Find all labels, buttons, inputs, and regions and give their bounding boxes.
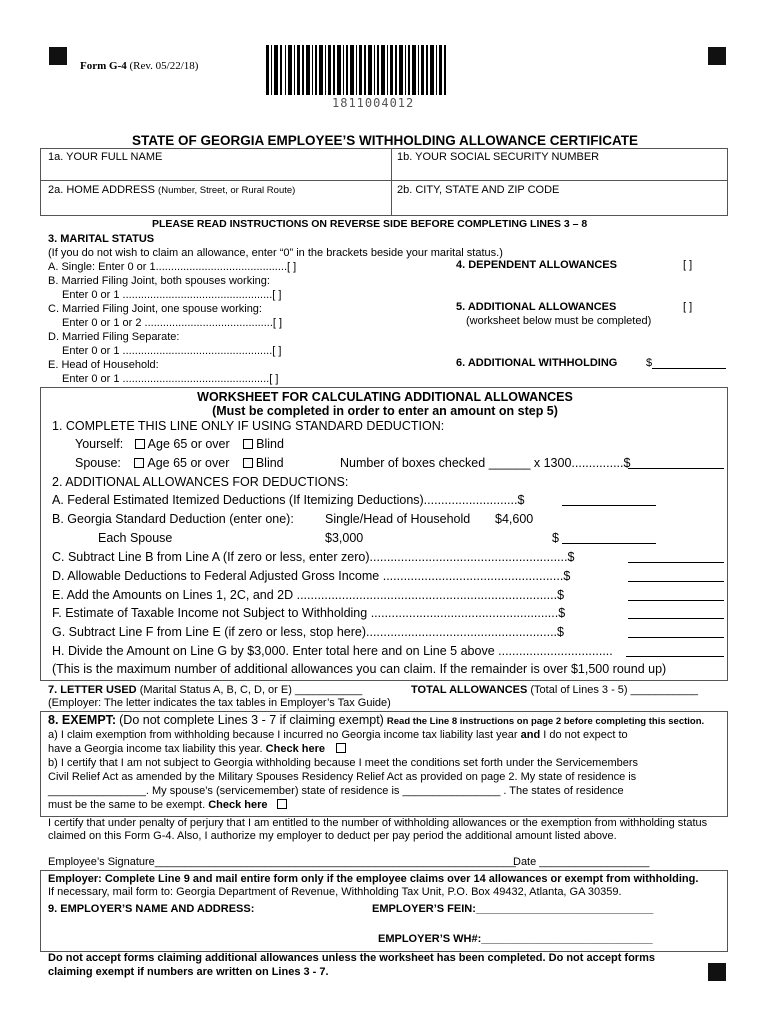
worksheet-line-f: F. Estimate of Taxable Income not Subject to Withholding ......................................................$ (52, 606, 566, 620)
employer-name-address-field[interactable]: 9. EMPLOYER’S NAME AND ADDRESS: (48, 903, 255, 915)
single-hoh-amount: $4,600 (495, 512, 534, 526)
worksheet-line-d: D. Allowable Deductions to Federal Adjusted Gross Income ....................................................$ (52, 569, 571, 583)
certify-line1: I certify that under penalty of perjury that I am entitled to the number of withholding allowances or the exemption from withholding status (48, 817, 708, 829)
line-g-amount[interactable] (628, 637, 724, 638)
withholding-underline (652, 357, 726, 369)
worksheet-line-b: B. Georgia Standard Deduction (enter one): (52, 512, 294, 526)
check-here-label: Check here (208, 799, 268, 811)
exempt-heading (48, 713, 704, 727)
employer-mail-note: If necessary, mail form to: Georgia Department of Revenue, Withholding Tax Unit, P.O. Box 49432, Atlanta, GA 30359. (48, 886, 622, 898)
marital-status-note: (If you do not wish to claim an allowance, enter “0” in the brackets beside your marital status.) (48, 247, 503, 259)
marital-a-line[interactable]: A. Single: Enter 0 or 1...........................................[ ] (48, 261, 297, 273)
worksheet-line-e: E. Add the Amounts on Lines 1, 2C, and 2D ...........................................................................$ (52, 588, 565, 602)
employer-fein-field[interactable]: EMPLOYER’S FEIN:_____________________________ (372, 903, 654, 915)
additional-allowances-note: (worksheet below must be completed) (466, 315, 652, 327)
line-b-dollar: $ (552, 531, 559, 545)
letter-used-text: (Marital Status A, B, C, D, or E) ___________ (139, 684, 363, 696)
worksheet-line-c: C. Subtract Line B from Line A (If zero or less, enter zero).........................................................$ (52, 550, 575, 564)
exempt-a-and: and (520, 729, 541, 741)
marital-d-line[interactable]: Enter 0 or 1 .................................................[ ] (62, 345, 282, 357)
age65-label: Age 65 or over (147, 437, 230, 451)
exempt-b-line3[interactable]: ________________. My spouse’s (servicemember) state of residence is ________________ . The states of residence (48, 785, 624, 797)
exempt-a-text-end: I do not expect to (543, 729, 628, 741)
home-address-field[interactable] (48, 184, 295, 196)
dependent-allowances-label: 4. DEPENDENT ALLOWANCES (456, 259, 617, 271)
line-f-amount[interactable] (628, 618, 724, 619)
spouse-age65-checkbox[interactable] (134, 458, 144, 468)
employer-letter-note: (Employer: The letter indicates the tax tables in Employer’s Tax Guide) (48, 697, 391, 709)
dollar-sign: $ (646, 357, 653, 369)
marital-d-label: D. Married Filing Separate: (48, 331, 180, 343)
box-hline (40, 180, 728, 181)
age65-label: Age 65 or over (147, 456, 230, 470)
each-spouse-label: Each Spouse (98, 531, 173, 545)
line-h-amount[interactable] (626, 656, 724, 657)
registration-mark-top-left (49, 47, 67, 65)
ssn-field[interactable]: 1b. YOUR SOCIAL SECURITY NUMBER (397, 151, 600, 163)
footer-line2: claiming exempt if numbers are written on Lines 3 - 7. (48, 966, 329, 978)
exempt-b-line4 (48, 799, 290, 811)
employer-note: Employer: Complete Line 9 and mail entire form only if the employee claims over 14 allowances or exempt from withholding. (48, 873, 699, 885)
date-field[interactable]: Date __________________ (513, 856, 650, 868)
worksheet-line-2: 2. ADDITIONAL ALLOWANCES FOR DEDUCTIONS: (52, 475, 349, 489)
worksheet-subtitle: (Must be completed in order to enter an amount on step 5) (212, 404, 558, 418)
yourself-age65-checkbox[interactable] (135, 439, 145, 449)
exempt-heading-label: 8. EXEMPT: (48, 713, 117, 727)
letter-used-label: 7. LETTER USED (48, 684, 137, 696)
line-e-amount[interactable] (628, 600, 724, 601)
yourself-row (75, 437, 284, 451)
line-b-amount[interactable] (562, 543, 656, 544)
home-address-hint: (Number, Street, or Rural Route) (158, 185, 296, 196)
footer-line1: Do not accept forms claiming additional allowances unless the worksheet has been completed. Do not accept forms (48, 952, 655, 964)
box-vline (391, 148, 392, 215)
line-d-amount[interactable] (628, 581, 724, 582)
worksheet-line-h: H. Divide the Amount on Line G by $3,000. Enter total here and on Line 5 above ................................. (52, 644, 613, 658)
additional-allowances-label: 5. ADDITIONAL ALLOWANCES (456, 301, 617, 313)
single-hoh-label: Single/Head of Household (325, 512, 471, 526)
spouse-row (75, 456, 284, 470)
form-id (80, 60, 198, 72)
marital-e-line[interactable]: Enter 0 or 1 ................................................[ ] (62, 373, 279, 385)
marital-c-label: C. Married Filing Joint, one spouse working: (48, 303, 262, 315)
home-address-label: 2a. HOME ADDRESS (48, 184, 155, 196)
exempt-b-line1: b) I certify that I am not subject to Georgia withholding because I meet the conditions set forth under the Servicemembers (48, 757, 639, 769)
total-allowances-line[interactable] (411, 684, 698, 696)
exempt-a-checkbox[interactable] (336, 743, 346, 753)
marital-status-heading: 3. MARITAL STATUS (48, 233, 155, 245)
worksheet-line-a: A. Federal Estimated Itemized Deductions (If Itemizing Deductions)...........................$ (52, 493, 525, 507)
form-revision: (Rev. 05/22/18) (129, 60, 199, 72)
instructions-note: PLEASE READ INSTRUCTIONS ON REVERSE SIDE BEFORE COMPLETING LINES 3 – 8 (152, 218, 588, 230)
employer-wh-field[interactable]: EMPLOYER’S WH#:____________________________ (378, 933, 653, 945)
full-name-field[interactable]: 1a. YOUR FULL NAME (48, 151, 163, 163)
yourself-blind-checkbox[interactable] (243, 439, 253, 449)
exempt-a-text2: have a Georgia income tax liability this year. (48, 743, 263, 755)
additional-withholding-label: 6. ADDITIONAL WITHHOLDING (456, 357, 618, 369)
exempt-b-text4: must be the same to be exempt. (48, 799, 206, 811)
marital-b-label: B. Married Filing Joint, both spouses working: (48, 275, 270, 287)
exempt-b-checkbox[interactable] (277, 799, 287, 809)
boxes-checked-amount[interactable] (628, 468, 724, 469)
yourself-label: Yourself: (75, 437, 124, 451)
dependent-allowances-bracket[interactable]: [ ] (683, 259, 693, 271)
barcode (266, 45, 446, 95)
barcode-number: 1811004012 (332, 96, 415, 110)
registration-mark-bottom-right (708, 963, 726, 981)
line-c-amount[interactable] (628, 562, 724, 563)
barcode-icon (266, 45, 446, 95)
total-allowances-text: (Total of Lines 3 - 5) ___________ (530, 684, 698, 696)
marital-b-line[interactable]: Enter 0 or 1 .................................................[ ] (62, 289, 282, 301)
form-title: STATE OF GEORGIA EMPLOYEE’S WITHHOLDING ALLOWANCE CERTIFICATE (132, 133, 638, 148)
exempt-a-line1 (48, 729, 628, 741)
registration-mark-top-right (708, 47, 726, 65)
exempt-heading-small: Read the Line 8 instructions on page 2 before completing this section. (386, 716, 705, 727)
blind-label: Blind (256, 437, 284, 451)
worksheet-title: WORKSHEET FOR CALCULATING ADDITIONAL ALLOWANCES (197, 390, 573, 404)
spouse-label: Spouse: (75, 456, 121, 470)
certify-line2: claimed on this Form G-4. Also, I authorize my employer to deduct per pay period the additional amount listed above. (48, 830, 617, 842)
city-state-zip-field[interactable]: 2b. CITY, STATE AND ZIP CODE (397, 184, 560, 196)
additional-withholding-field[interactable] (646, 357, 726, 369)
employee-signature-field[interactable]: Employee’s Signature___________________________________________________________ (48, 856, 516, 868)
marital-c-line[interactable]: Enter 0 or 1 or 2 ..........................................[ ] (62, 317, 283, 329)
exempt-a-line2 (48, 743, 349, 755)
total-allowances-label: TOTAL ALLOWANCES (411, 684, 528, 696)
worksheet-note: (This is the maximum number of additional allowances you can claim. If the remainder is over $1,500 round up) (52, 662, 667, 676)
spouse-blind-checkbox[interactable] (243, 458, 253, 468)
worksheet-line-1: 1. COMPLETE THIS LINE ONLY IF USING STANDARD DEDUCTION: (52, 419, 445, 433)
exempt-a-text: a) I claim exemption from withholding because I incurred no Georgia income tax liability last year (48, 729, 518, 741)
each-spouse-amount: $3,000 (325, 531, 364, 545)
form-number: Form G-4 (80, 60, 127, 72)
marital-e-label: E. Head of Household: (48, 359, 159, 371)
worksheet-line-g: G. Subtract Line F from Line E (if zero or less, stop here).......................................................$ (52, 625, 564, 639)
boxes-checked-line: Number of boxes checked ______ x 1300...............$ (340, 456, 631, 470)
exempt-heading-text: (Do not complete Lines 3 - 7 if claiming exempt) (119, 713, 384, 727)
check-here-label: Check here (265, 743, 325, 755)
exempt-b-line2: Civil Relief Act as amended by the Military Spouses Residency Relief Act as provided on page 2. My state of residence is (48, 771, 637, 783)
letter-used-line[interactable] (48, 684, 362, 696)
blind-label: Blind (255, 456, 284, 470)
line-a-amount[interactable] (562, 505, 656, 506)
additional-allowances-bracket[interactable]: [ ] (683, 301, 693, 313)
